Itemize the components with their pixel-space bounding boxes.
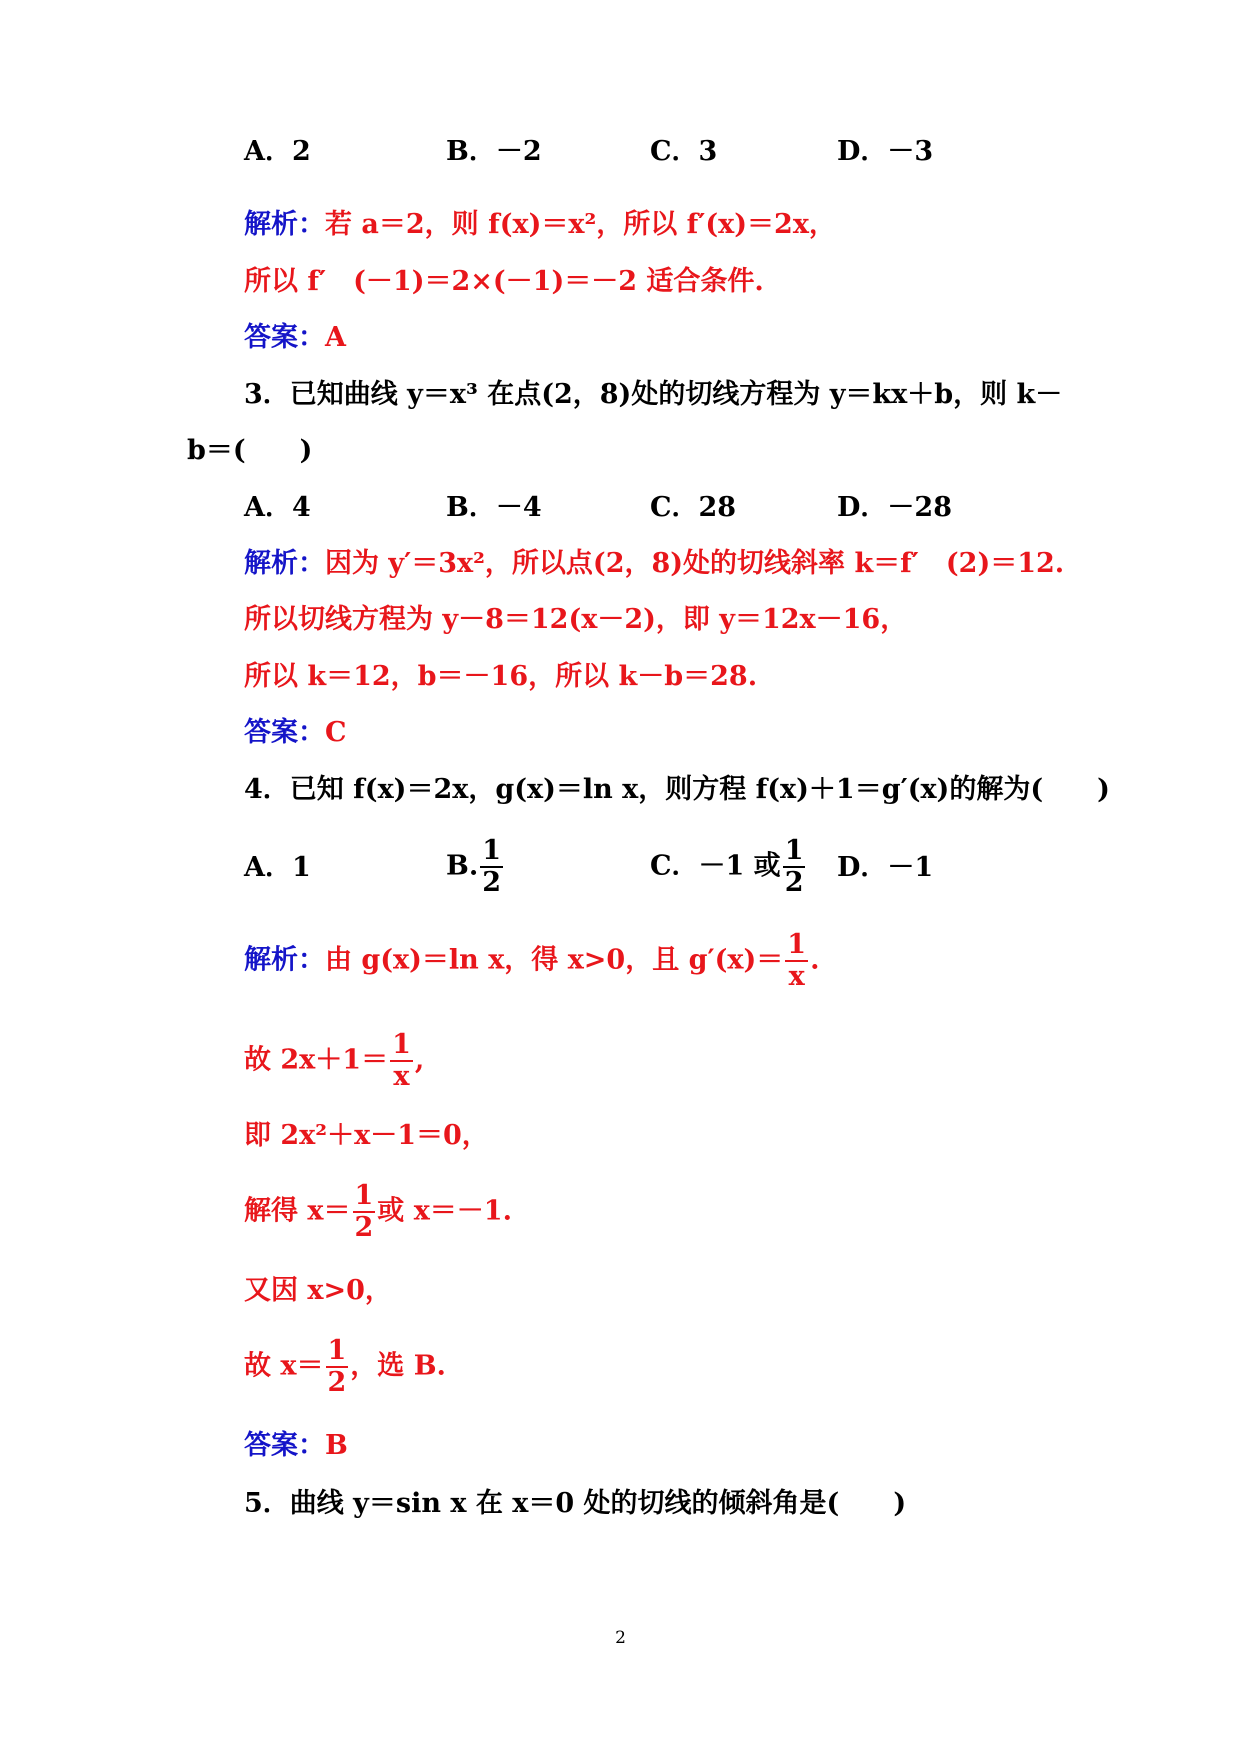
q4-analysis-line3: 即 2x²＋x－1＝0， xyxy=(244,1120,489,1151)
q3-answer-label: 答案： xyxy=(244,717,325,748)
q4-answer-label: 答案： xyxy=(244,1430,325,1461)
q4-stem: 4．已知 f(x)＝2x，g(x)＝ln x，则方程 f(x)＋1＝g′(x)的解为( ) xyxy=(244,774,1110,805)
q3-option-a: A．4 xyxy=(244,492,311,523)
q4-option-b-fraction: $\frac{1}{2}$ xyxy=(482,835,502,898)
q3-option-c: C．28 xyxy=(650,492,737,523)
q2-option-d: D．－3 xyxy=(837,136,934,167)
q4-analysis-line6-fraction: $\frac{1}{2}$ xyxy=(327,1335,347,1398)
q2-analysis-line1: 解析：若 a＝2，则 f(x)＝x²，所以 f′(x)＝2x， xyxy=(244,209,836,240)
q4-analysis-line6: 故 x＝ $\frac{1}{2}$ ，选 B. xyxy=(244,1335,446,1398)
q4-answer xyxy=(244,1430,348,1462)
q2-analysis-label: 解析： xyxy=(244,209,325,240)
q4-analysis-line5: 又因 x>0， xyxy=(244,1275,392,1306)
q4-option-c-fraction: $\frac{1}{2}$ xyxy=(784,835,804,898)
q4-option-d: D．－1 xyxy=(837,852,934,883)
q2-answer-label: 答案： xyxy=(244,322,325,353)
q5-stem: 5．曲线 y＝sin x 在 x＝0 处的切线的倾斜角是( ) xyxy=(244,1488,907,1519)
q4-analysis-line1-fraction: $\frac{1}{x}$ xyxy=(787,929,807,992)
q3-analysis-line2: 所以切线方程为 y－8＝12(x－2)，即 y＝12x－16， xyxy=(244,604,908,635)
q3-analysis-line3: 所以 k＝12，b＝－16，所以 k－b＝28. xyxy=(244,661,758,692)
q4-options xyxy=(0,836,1241,900)
q3-stem-line2: b＝( ) xyxy=(187,435,313,466)
q4-option-a: A．1 xyxy=(244,852,311,883)
q2-answer xyxy=(244,322,346,354)
page-number: 2 xyxy=(615,1628,626,1648)
q4-answer-value: B xyxy=(325,1430,348,1461)
q3-stem-line1: 3．已知曲线 y＝x³ 在点(2，8)处的切线方程为 y＝kx＋b，则 k－ xyxy=(244,379,1063,410)
q3-analysis-label: 解析： xyxy=(244,548,325,579)
q3-answer-value: C xyxy=(325,717,347,748)
q2-analysis-line2: 所以 f′ (－1)＝2×(－1)＝－2 适合条件. xyxy=(244,266,764,297)
q4-option-c: C．－1 或 $\frac{1}{2}$ xyxy=(650,835,804,898)
q3-analysis-line1: 解析：因为 y′＝3x²，所以点(2，8)处的切线斜率 k＝f′ (2)＝12. xyxy=(244,548,1065,579)
q4-option-b: B. $\frac{1}{2}$ xyxy=(446,835,502,898)
q4-analysis-line2-fraction: $\frac{1}{x}$ xyxy=(392,1029,411,1092)
q2-option-b: B．－2 xyxy=(446,136,542,167)
q3-option-b: B．－4 xyxy=(446,492,542,523)
q4-analysis-line2: 故 2x＋1＝ $\frac{1}{x}$ , xyxy=(244,1029,425,1092)
q2-option-c: C．3 xyxy=(650,136,718,167)
q3-answer xyxy=(244,717,347,749)
q4-analysis-line1: 解析：由 g(x)＝ln x，得 x>0，且 g′(x)＝ $\frac{1}{x}$ . xyxy=(244,929,820,992)
q4-analysis-line4: 解得 x＝ $\frac{1}{2}$ 或 x＝－1. xyxy=(244,1180,512,1243)
q2-answer-value: A xyxy=(325,322,346,353)
q3-option-d: D．－28 xyxy=(837,492,952,523)
q4-analysis-label: 解析： xyxy=(244,944,325,976)
q4-analysis-line4-fraction: $\frac{1}{2}$ xyxy=(354,1180,374,1243)
q2-option-a: A．2 xyxy=(244,136,311,167)
